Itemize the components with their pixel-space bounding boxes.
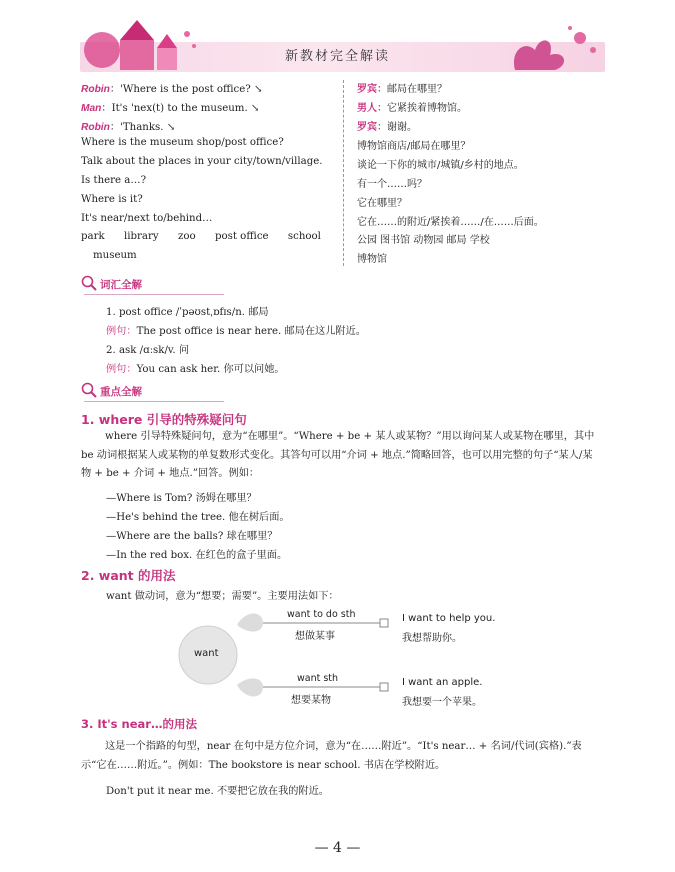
place-word: zoo <box>177 231 196 242</box>
places-zh: 博物馆 <box>357 254 387 265</box>
speaker-name: Man <box>81 103 102 114</box>
example-line: —In the red box. 在红色的盒子里面。 <box>106 550 288 561</box>
subheading-near: 3. It's near…的用法 <box>81 717 197 731</box>
section-heading-key: 重点全解 <box>100 386 142 398</box>
place-word: post office <box>214 231 269 242</box>
dialog-zh: 谈论一下你的城市/城镇/乡村的地点。 <box>357 160 524 171</box>
example-line: Don't put it near me. 不要把它放在我的附近。 <box>106 786 329 797</box>
example-label: 例句： <box>106 326 137 337</box>
branch-label-zh: 想做某事 <box>295 631 335 642</box>
example-line: —Where are the balls? 球在哪里？ <box>106 531 278 542</box>
dialog-en: Where is the museum shop/post office? <box>81 137 284 148</box>
column-divider <box>343 80 344 266</box>
dialog-en: Is there a…? <box>81 175 147 186</box>
page-header <box>0 0 675 78</box>
dialog-zh: 有一个……吗？ <box>357 179 427 190</box>
vocab-entry: 2. ask /ɑːsk/v. 问 <box>106 345 190 356</box>
dialog-en: 'Thanks. ↘ <box>120 122 176 133</box>
dialog-zh: 邮局在哪里？ <box>387 84 447 95</box>
subheading-where: 1. where 引导的特殊疑问句 <box>81 412 247 427</box>
dialog-en: Talk about the places in your city/town/village. <box>81 156 323 167</box>
dialog-en: Where is it? <box>81 194 143 205</box>
branch-label-en: want sth <box>297 673 339 684</box>
example-label: 例句： <box>106 364 137 375</box>
header-title: 新教材完全解读 <box>284 49 390 64</box>
dialog-en: It's 'nex(t) to the museum. ↘ <box>111 103 260 114</box>
branch-label-en: want to do sth <box>287 609 356 620</box>
example-line: —Where is Tom? 汤姆在哪里？ <box>106 493 257 504</box>
speaker-name-zh: 男人 <box>357 103 377 114</box>
example-text: The post office is near here. 邮局在这儿附近。 <box>136 326 366 337</box>
castle-decoration-icon <box>82 12 202 74</box>
magnifier-icon <box>81 275 97 291</box>
place-word: school <box>287 231 321 242</box>
want-usage-diagram <box>175 605 515 710</box>
want-intro: want 做动词，意为“想要；需要”。主要用法如下： <box>106 591 339 602</box>
dialog-zh: 它在哪里？ <box>357 198 407 209</box>
places-list <box>81 231 321 242</box>
section-rule <box>84 401 224 402</box>
place-word: museum <box>93 250 137 261</box>
dialog-zh: 谢谢。 <box>387 122 417 133</box>
place-word: park <box>81 231 105 242</box>
dialog-en: It's near/next to/behind… <box>81 213 213 224</box>
dialog-zh: 博物馆商店/邮局在哪里？ <box>357 141 471 152</box>
speaker-name-zh: 罗宾 <box>357 84 377 95</box>
branch-example-en: I want an apple. <box>402 677 483 688</box>
vocab-entry: 1. post office /ˈpəʊstˌɒfɪs/n. 邮局 <box>106 307 269 318</box>
branch-example-zh: 我想帮助你。 <box>402 633 462 644</box>
paragraph-near: 这是一个指路的句型，near 在句中是方位介词，意为“在……附近”。“It's near… + 名词/代词(宾格).”表示“它在……附近。”。例如：The bookstore is near school. 书店在学校附近。 <box>81 741 582 771</box>
dialog-zh: 它在……的附近/紧挨着……/在……后面。 <box>357 217 544 228</box>
paragraph-where: where 引导特殊疑问句，意为“在哪里”。“Where + be + 某人或某物？”用以询问某人或某物在哪里，其中 be 动词根据某人或某物的单复数形式变化。其答句可以用“介词 + 地点.”简略回答，也可以用完整的句子“某人/某物 + be + 介词 + 地点.”回答。例如： <box>81 431 595 479</box>
places-zh: 公园 图书馆 动物园 邮局 学校 <box>357 235 490 246</box>
dialog-en: 'Where is the post office? ↘ <box>120 84 263 95</box>
branch-example-en: I want to help you. <box>402 613 496 624</box>
section-rule <box>84 294 224 295</box>
place-word: library <box>124 231 159 242</box>
example-text: You can ask her. 你可以问她。 <box>136 364 285 375</box>
page-number: — 4 — <box>314 840 361 856</box>
magnifier-icon <box>81 382 97 398</box>
diagram-center: want <box>194 648 219 659</box>
example-line: —He's behind the tree. 他在树后面。 <box>106 512 290 523</box>
branch-example-zh: 我想要一个苹果。 <box>402 697 482 708</box>
dialog-zh: 它紧挨着博物馆。 <box>387 103 467 114</box>
branch-label-zh: 想要某物 <box>291 695 331 706</box>
speaker-name: Robin <box>81 84 110 95</box>
speaker-name: Robin <box>81 122 110 133</box>
subheading-want: 2. want 的用法 <box>81 568 176 583</box>
section-heading-vocab: 词汇全解 <box>100 279 142 291</box>
speaker-name-zh: 罗宾 <box>357 122 377 133</box>
